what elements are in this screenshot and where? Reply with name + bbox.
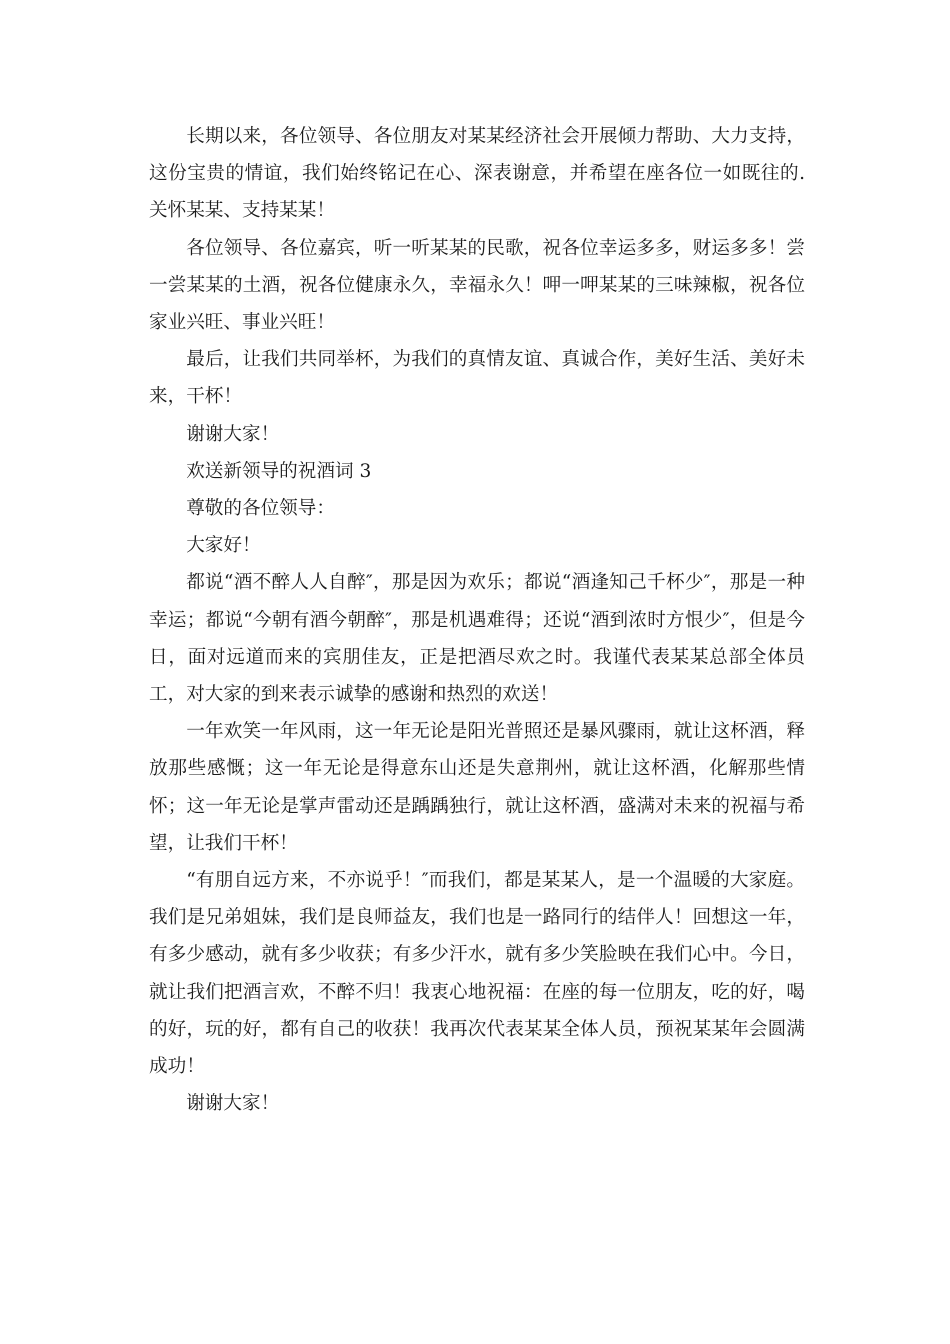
paragraph-thanks-support: 长期以来，各位领导、各位朋友对某某经济社会开展倾力帮助、大力支持，这份宝贵的情谊，我们始终铭记在心、深表谢意，并希望在座各位一如既往的.关怀某某、支持某某！ bbox=[149, 126, 805, 222]
salutation: 尊敬的各位领导： bbox=[186, 498, 335, 520]
paragraph-thank-you: 谢谢大家！ bbox=[186, 423, 280, 445]
document-body bbox=[149, 118, 805, 1122]
paragraph-family: “有朋自远方来，不亦说乎！″而我们，都是某某人，是一个温暖的大家庭。我们是兄弟姐妹，我们是良师益友，我们也是一路同行的结伴人！回想这一年，有多少感动，就有多少收获；有多少汗水，就有多少笑脸映在我们心中。今日，就让我们把酒言欢，不醉不归！我衷心地祝福：在座的每一位朋友，吃的好，喝的好，玩的好，都有自己的收获！我再次代表某某全体人员，预祝某某年会圆满成功！ bbox=[149, 870, 805, 1078]
paragraph-closing-thanks: 谢谢大家！ bbox=[186, 1093, 280, 1115]
greeting: 大家好！ bbox=[186, 535, 261, 557]
paragraph-blessings: 各位领导、各位嘉宾，听一听某某的民歌，祝各位幸运多多，财运多多！尝一尝某某的土酒，祝各位健康永久，幸福永久！呷一呷某某的三味辣椒，祝各位家业兴旺、事业兴旺！ bbox=[149, 237, 805, 334]
section-title: 欢送新领导的祝酒词 3 bbox=[186, 460, 372, 482]
paragraph-final-toast: 最后，让我们共同举杯，为我们的真情友谊、真诚合作，美好生活、美好未来，干杯！ bbox=[149, 349, 805, 408]
paragraph-year-review: 一年欢笑一年风雨，这一年无论是阳光普照还是暴风骤雨，就让这杯酒，释放那些感慨；这一年无论是得意东山还是失意荆州，就让这杯酒，化解那些情怀；这一年无论是掌声雷动还是踽踽独行，就让这杯酒，盛满对未来的祝福与希望，让我们干杯！ bbox=[149, 721, 805, 854]
paragraph-wine-sayings: 都说“酒不醉人人自醉″，那是因为欢乐；都说“酒逢知己千杯少″，那是一种幸运；都说“今朝有酒今朝醉″，那是机遇难得；还说“酒到浓时方恨少″，但是今日，面对远道而来的宾朋佳友，正是把酒尽欢之时。我谨代表某某总部全体员工，对大家的到来表示诚挚的感谢和热烈的欢送！ bbox=[149, 572, 805, 706]
